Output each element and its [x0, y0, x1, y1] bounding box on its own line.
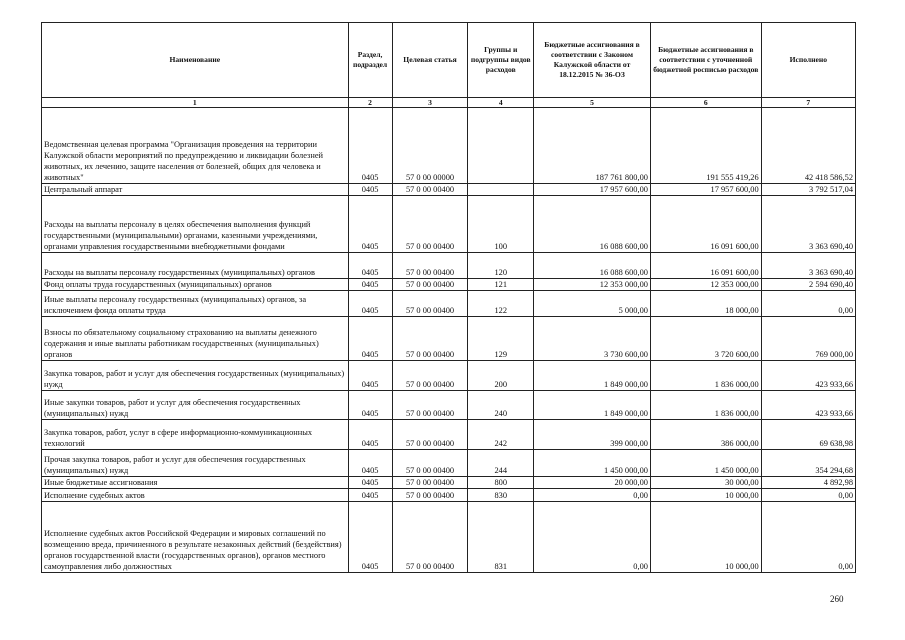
row-name: Иные бюджетные ассигнования: [42, 477, 349, 489]
header-section: Раздел, подраздел: [348, 23, 392, 98]
row-refined: 10 000,00: [650, 502, 761, 573]
row-group: 244: [468, 450, 534, 477]
header-target: Целевая статья: [392, 23, 468, 98]
row-target: 57 0 00 00400: [392, 291, 468, 317]
table-body: [42, 108, 856, 573]
table-row: [42, 184, 856, 196]
row-group: 830: [468, 489, 534, 502]
column-number: 4: [468, 98, 534, 108]
row-refined: 3 720 600,00: [650, 317, 761, 361]
row-section: 0405: [348, 420, 392, 450]
row-executed: 42 418 586,52: [761, 108, 855, 184]
row-law: 20 000,00: [534, 477, 651, 489]
row-executed: 3 792 517,04: [761, 184, 855, 196]
row-target: 57 0 00 00400: [392, 317, 468, 361]
row-executed: 2 594 690,40: [761, 279, 855, 291]
row-law: 17 957 600,00: [534, 184, 651, 196]
row-executed: 0,00: [761, 489, 855, 502]
row-executed: 423 933,66: [761, 361, 855, 391]
column-number: 7: [761, 98, 855, 108]
row-executed: 0,00: [761, 502, 855, 573]
row-group: 122: [468, 291, 534, 317]
header-allocated-law: Бюджетные ассигнования в соответствии с Законом Калужской области от 18.12.2015 № 36-ОЗ: [534, 23, 651, 98]
row-law: 1 849 000,00: [534, 391, 651, 420]
row-group: 100: [468, 196, 534, 253]
row-name: Прочая закупка товаров, работ и услуг для обеспечения государственных (муниципальных) нужд: [42, 450, 349, 477]
row-refined: 30 000,00: [650, 477, 761, 489]
row-target: 57 0 00 00000: [392, 108, 468, 184]
row-refined: 16 091 600,00: [650, 253, 761, 279]
row-executed: 423 933,66: [761, 391, 855, 420]
row-section: 0405: [348, 477, 392, 489]
table-row: [42, 391, 856, 420]
row-refined: 12 353 000,00: [650, 279, 761, 291]
column-number: 5: [534, 98, 651, 108]
row-section: 0405: [348, 291, 392, 317]
row-group: 240: [468, 391, 534, 420]
row-law: 16 088 600,00: [534, 196, 651, 253]
table-row: [42, 108, 856, 184]
table-row: [42, 291, 856, 317]
row-executed: 769 000,00: [761, 317, 855, 361]
table-row: [42, 502, 856, 573]
header-executed: Исполнено: [761, 23, 855, 98]
row-refined: 18 000,00: [650, 291, 761, 317]
row-law: 0,00: [534, 502, 651, 573]
row-target: 57 0 00 00400: [392, 391, 468, 420]
row-group: 242: [468, 420, 534, 450]
row-section: 0405: [348, 361, 392, 391]
row-name: Взносы по обязательному социальному страхованию на выплаты денежного содержания и иные выплаты работникам государственных (муниципальных) органов: [42, 317, 349, 361]
table-row: [42, 450, 856, 477]
row-law: 0,00: [534, 489, 651, 502]
row-target: 57 0 00 00400: [392, 279, 468, 291]
row-executed: 69 638,98: [761, 420, 855, 450]
row-name: Закупка товаров, работ и услуг для обеспечения государственных (муниципальных) нужд: [42, 361, 349, 391]
table-row: [42, 196, 856, 253]
header-groups: Группы и подгруппы видов расходов: [468, 23, 534, 98]
row-target: 57 0 00 00400: [392, 420, 468, 450]
table-row: [42, 317, 856, 361]
row-executed: 4 892,98: [761, 477, 855, 489]
row-law: 187 761 800,00: [534, 108, 651, 184]
table-row: [42, 420, 856, 450]
row-law: 3 730 600,00: [534, 317, 651, 361]
header-row: [42, 23, 856, 98]
row-name: Исполнение судебных актов: [42, 489, 349, 502]
row-name: Расходы на выплаты персоналу в целях обеспечения выполнения функций государственными (муниципальными) органами, казенными учреждениями, органами управления государственными внебюджетными фондами: [42, 196, 349, 253]
row-group: 831: [468, 502, 534, 573]
row-refined: 1 836 000,00: [650, 361, 761, 391]
row-law: 1 450 000,00: [534, 450, 651, 477]
row-section: 0405: [348, 184, 392, 196]
row-name: Расходы на выплаты персоналу государственных (муниципальных) органов: [42, 253, 349, 279]
column-numbers-row: [42, 98, 856, 108]
row-law: 399 000,00: [534, 420, 651, 450]
row-group: 121: [468, 279, 534, 291]
row-law: 5 000,00: [534, 291, 651, 317]
row-name: Иные закупки товаров, работ и услуг для обеспечения государственных (муниципальных) нужд: [42, 391, 349, 420]
row-law: 12 353 000,00: [534, 279, 651, 291]
row-refined: 1 450 000,00: [650, 450, 761, 477]
column-number: 6: [650, 98, 761, 108]
budget-table: [41, 22, 856, 573]
row-section: 0405: [348, 108, 392, 184]
row-executed: 0,00: [761, 291, 855, 317]
row-refined: 386 000,00: [650, 420, 761, 450]
column-number: 1: [42, 98, 349, 108]
row-section: 0405: [348, 502, 392, 573]
column-number: 3: [392, 98, 468, 108]
row-law: 1 849 000,00: [534, 361, 651, 391]
row-group: 800: [468, 477, 534, 489]
row-target: 57 0 00 00400: [392, 196, 468, 253]
row-group: [468, 184, 534, 196]
row-law: 16 088 600,00: [534, 253, 651, 279]
header-name: Наименование: [42, 23, 349, 98]
table-row: [42, 253, 856, 279]
row-name: Закупка товаров, работ, услуг в сфере информационно-коммуникационных технологий: [42, 420, 349, 450]
row-section: 0405: [348, 253, 392, 279]
row-name: Иные выплаты персоналу государственных (муниципальных) органов, за исключением фонда оплаты труда: [42, 291, 349, 317]
row-executed: 3 363 690,40: [761, 196, 855, 253]
row-refined: 1 836 000,00: [650, 391, 761, 420]
row-refined: 10 000,00: [650, 489, 761, 502]
row-executed: 3 363 690,40: [761, 253, 855, 279]
row-target: 57 0 00 00400: [392, 489, 468, 502]
row-refined: 17 957 600,00: [650, 184, 761, 196]
row-group: 129: [468, 317, 534, 361]
row-group: 120: [468, 253, 534, 279]
row-section: 0405: [348, 391, 392, 420]
row-target: 57 0 00 00400: [392, 184, 468, 196]
table-row: [42, 477, 856, 489]
row-section: 0405: [348, 317, 392, 361]
row-target: 57 0 00 00400: [392, 450, 468, 477]
row-section: 0405: [348, 279, 392, 291]
row-section: 0405: [348, 196, 392, 253]
row-target: 57 0 00 00400: [392, 361, 468, 391]
row-target: 57 0 00 00400: [392, 253, 468, 279]
row-name: Исполнение судебных актов Российской Федерации и мировых соглашений по возмещению вреда, причиненного в результате незаконных действий (бездействия) органов государственной власти (государственных органов), органов местного самоуправления либо должностных: [42, 502, 349, 573]
row-refined: 191 555 419,26: [650, 108, 761, 184]
row-group: [468, 108, 534, 184]
row-executed: 354 294,68: [761, 450, 855, 477]
row-name: Фонд оплаты труда государственных (муниципальных) органов: [42, 279, 349, 291]
row-name: Центральный аппарат: [42, 184, 349, 196]
row-section: 0405: [348, 450, 392, 477]
row-refined: 16 091 600,00: [650, 196, 761, 253]
column-number: 2: [348, 98, 392, 108]
page-number: 260: [830, 594, 844, 604]
header-allocated-refined: Бюджетные ассигнования в соответствии с уточненной бюджетной росписью расходов: [650, 23, 761, 98]
row-target: 57 0 00 00400: [392, 502, 468, 573]
table-row: [42, 361, 856, 391]
table-row: [42, 279, 856, 291]
row-section: 0405: [348, 489, 392, 502]
row-group: 200: [468, 361, 534, 391]
table-row: [42, 489, 856, 502]
row-target: 57 0 00 00400: [392, 477, 468, 489]
row-name: Ведомственная целевая программа "Организация проведения на территории Калужской области мероприятий по предупреждению и ликвидации болезней животных, их лечению, защите населения от болезней, общих для человека и животных": [42, 108, 349, 184]
